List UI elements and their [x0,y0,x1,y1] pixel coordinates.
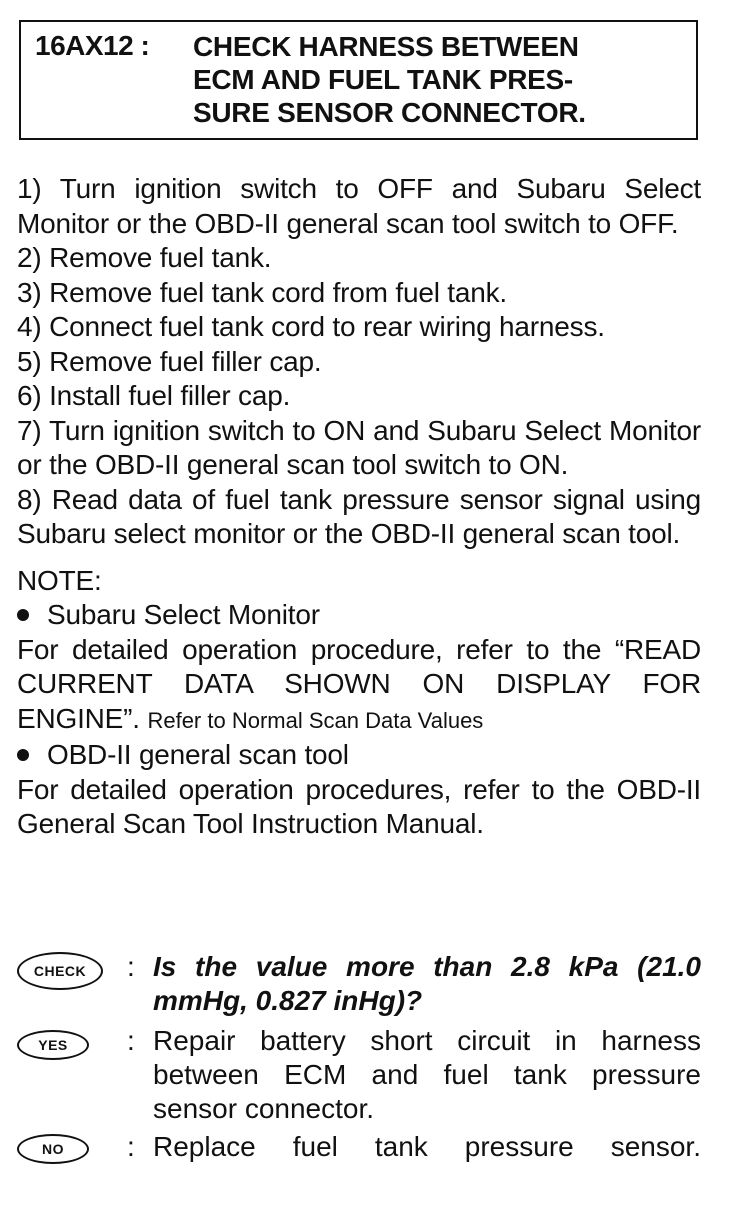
note-bullet-text: OBD-II general scan tool [47,739,349,770]
check-row [17,950,701,1024]
step-title-line: ECM AND FUEL TANK PRES- [193,64,573,95]
step-title-line: CHECK HARNESS BETWEEN [193,31,579,62]
procedure-step: 7) Turn ignition switch to ON and Subaru Select Monitor or the OBD-II general scan tool switch to ON. [17,414,701,480]
note-reference-text: Refer to Normal Scan Data Values [147,707,484,733]
no-badge: NO [17,1134,89,1164]
bullet-dot-icon [17,749,29,761]
no-action: Replace fuel tank pressure sensor. [153,1131,701,1162]
note-label: NOTE: [17,564,102,596]
no-row [17,1130,701,1164]
procedure-step: 2) Remove fuel tank. [17,242,272,273]
yes-badge: YES [17,1030,89,1060]
check-question: Is the value more than 2.8 kPa (21.0 mmHg, 0.827 inHg)? [153,951,701,1016]
procedure-step: 1) Turn ignition switch to OFF and Subaru Select Monitor or the OBD-II general scan tool switch to OFF. [17,173,701,239]
procedure-step: 4) Connect fuel tank cord to rear wiring harness. [17,311,605,342]
check-colon: : [127,951,135,982]
procedure-step: 6) Install fuel filler cap. [17,380,291,411]
note-bullet [17,598,701,633]
note-bullet-text: Subaru Select Monitor [47,599,320,630]
note-paragraph: For detailed operation procedures, refer to the OBD-II General Scan Tool Instruction Manual. [17,773,701,839]
procedure-step: 3) Remove fuel tank cord from fuel tank. [17,276,507,308]
decision-block [17,950,701,1164]
step-title [193,30,683,129]
note-paragraph-text: For detailed operation procedure, refer to the “READ CURRENT DATA SHOWN ON DISPLAY FOR ENGINE”. [17,633,701,734]
yes-row [17,1024,701,1130]
step-header-box [19,20,698,140]
note-bullet [17,738,701,773]
procedure-body [17,172,701,842]
no-colon: : [127,1131,135,1162]
yes-action: Repair battery short circuit in harness between ECM and fuel tank pressure sensor connector. [153,1025,701,1124]
procedure-step: 5) Remove fuel filler cap. [17,345,322,377]
step-code: 16AX12 : [35,30,150,61]
bullet-dot-icon [17,609,29,621]
procedure-step: 8) Read data of fuel tank pressure sensor signal using Subaru select monitor or the OBD-II general scan tool. [17,483,701,549]
step-title-line: SURE SENSOR CONNECTOR. [193,97,586,128]
note-paragraph [17,633,701,739]
yes-colon: : [127,1025,135,1056]
check-badge: CHECK [17,952,103,990]
